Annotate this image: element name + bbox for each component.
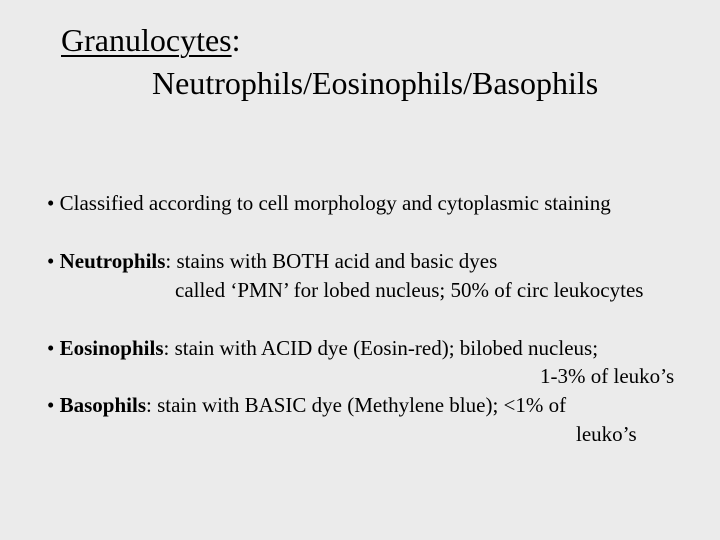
bullet-marker: • <box>47 249 55 273</box>
title-colon: : <box>231 22 241 58</box>
slide-subtitle: Neutrophils/Eosinophils/Basophils <box>152 65 599 101</box>
bullet-text: : stain with BASIC dye (Methylene blue); <1% of <box>146 393 567 417</box>
bullet-term: Neutrophils <box>59 249 166 273</box>
bullet-classification <box>47 190 611 216</box>
bullet-text: : stains with BOTH acid and basic dyes <box>165 249 498 273</box>
bullet-text: : stain with ACID dye (Eosin-red); bilobed nucleus; <box>163 336 599 360</box>
bullet-eosinophils-continuation: 1-3% of leuko’s <box>540 364 675 388</box>
bullet-neutrophils-continuation: called ‘PMN’ for lobed nucleus; 50% of circ leukocytes <box>175 278 644 302</box>
bullet-term: Basophils <box>59 393 146 417</box>
title-granulocytes: Granulocytes <box>61 22 232 58</box>
bullet-basophils-continuation: leuko’s <box>576 422 637 446</box>
slide-title <box>61 20 241 60</box>
bullet-neutrophils <box>47 248 497 274</box>
bullet-marker: • <box>47 191 55 215</box>
bullet-marker: • <box>47 336 55 360</box>
bullet-basophils <box>47 392 566 418</box>
bullet-term: Eosinophils <box>59 336 164 360</box>
bullet-marker: • <box>47 393 55 417</box>
bullet-text: Classified according to cell morphology and cytoplasmic staining <box>59 191 611 215</box>
bullet-eosinophils <box>47 335 598 361</box>
